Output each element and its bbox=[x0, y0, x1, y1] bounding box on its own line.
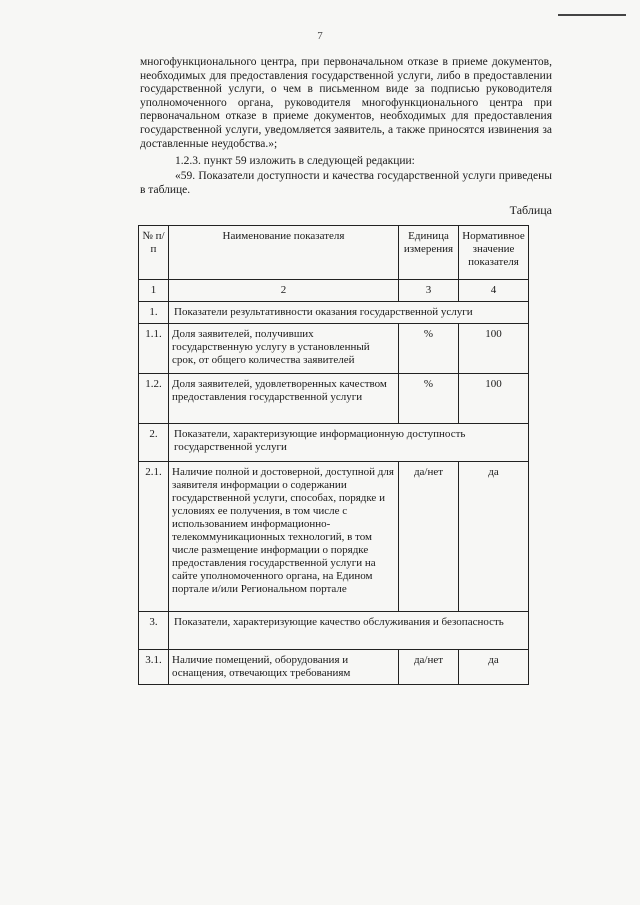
row-num: 3. bbox=[139, 612, 169, 650]
table-row bbox=[139, 650, 529, 685]
row-value: да bbox=[459, 650, 529, 685]
section-title: Показатели результативности оказания государственной услуги bbox=[169, 302, 529, 324]
table-row bbox=[139, 374, 529, 424]
section-title: Показатели, характеризующие информационную доступность государственной услуги bbox=[169, 424, 529, 462]
row-num: 1. bbox=[139, 302, 169, 324]
row-unit: % bbox=[399, 374, 459, 424]
row-unit: да/нет bbox=[399, 462, 459, 612]
table-row bbox=[139, 462, 529, 612]
row-value: 100 bbox=[459, 324, 529, 374]
table-header-row bbox=[139, 226, 529, 280]
index-cell: 2 bbox=[169, 280, 399, 302]
paragraph-continuation: многофункционального центра, при первоначальном отказе в приеме документов, необходимых для предоставления государственной услуги, либо в предоставлении государственной услуги, о чем в письменном виде за подписью руководителя уполномоченного органа, руководителя многофункционального центра при первоначальном отказе в приеме документов, необходимых для предоставления государственной услуги, уведомляется заявитель, а также приносятся извинения за доставленные неудобства.»; bbox=[140, 56, 552, 150]
row-name: Доля заявителей, получивших государственную услугу в установленный срок, от общего количества заявителей bbox=[169, 324, 399, 374]
indicators-table bbox=[138, 225, 529, 685]
row-num: 1.2. bbox=[139, 374, 169, 424]
corner-mark bbox=[558, 14, 626, 16]
row-unit: % bbox=[399, 324, 459, 374]
row-num: 1.1. bbox=[139, 324, 169, 374]
table-index-row bbox=[139, 280, 529, 302]
table-caption: Таблица bbox=[509, 203, 552, 217]
paragraph-point-59: «59. Показатели доступности и качества государственной услуги приведены в таблице. bbox=[140, 170, 552, 196]
header-unit: Единица измерения bbox=[399, 226, 459, 280]
row-num: 2.1. bbox=[139, 462, 169, 612]
header-num: № п/п bbox=[139, 226, 169, 280]
row-num: 3.1. bbox=[139, 650, 169, 685]
table-row bbox=[139, 324, 529, 374]
row-unit: да/нет bbox=[399, 650, 459, 685]
row-name: Наличие помещений, оборудования и оснащения, отвечающих требованиям bbox=[169, 650, 399, 685]
index-cell: 4 bbox=[459, 280, 529, 302]
row-name: Наличие полной и достоверной, доступной для заявителя информации о содержании государственной услуги, способах, порядке и условиях ее получения, в том числе с использованием информационно-телекоммуникационных технологий, в том числе размещение информации о порядке предоставления государственной услуги на сайте уполномоченного органа, на Едином портале и/или Региональном портале bbox=[169, 462, 399, 612]
table-row-section bbox=[139, 302, 529, 324]
row-value: 100 bbox=[459, 374, 529, 424]
paragraph-amendment-item: 1.2.3. пункт 59 изложить в следующей редакции: bbox=[175, 155, 415, 167]
section-title: Показатели, характеризующие качество обслуживания и безопасность bbox=[169, 612, 529, 650]
header-norm: Нормативное значение показателя bbox=[459, 226, 529, 280]
page-number: 7 bbox=[317, 30, 323, 42]
row-value: да bbox=[459, 462, 529, 612]
row-name: Доля заявителей, удовлетворенных качеством предоставления государственной услуги bbox=[169, 374, 399, 424]
index-cell: 1 bbox=[139, 280, 169, 302]
table-row-section bbox=[139, 612, 529, 650]
index-cell: 3 bbox=[399, 280, 459, 302]
header-name: Наименование показателя bbox=[169, 226, 399, 280]
row-num: 2. bbox=[139, 424, 169, 462]
table-row-section bbox=[139, 424, 529, 462]
